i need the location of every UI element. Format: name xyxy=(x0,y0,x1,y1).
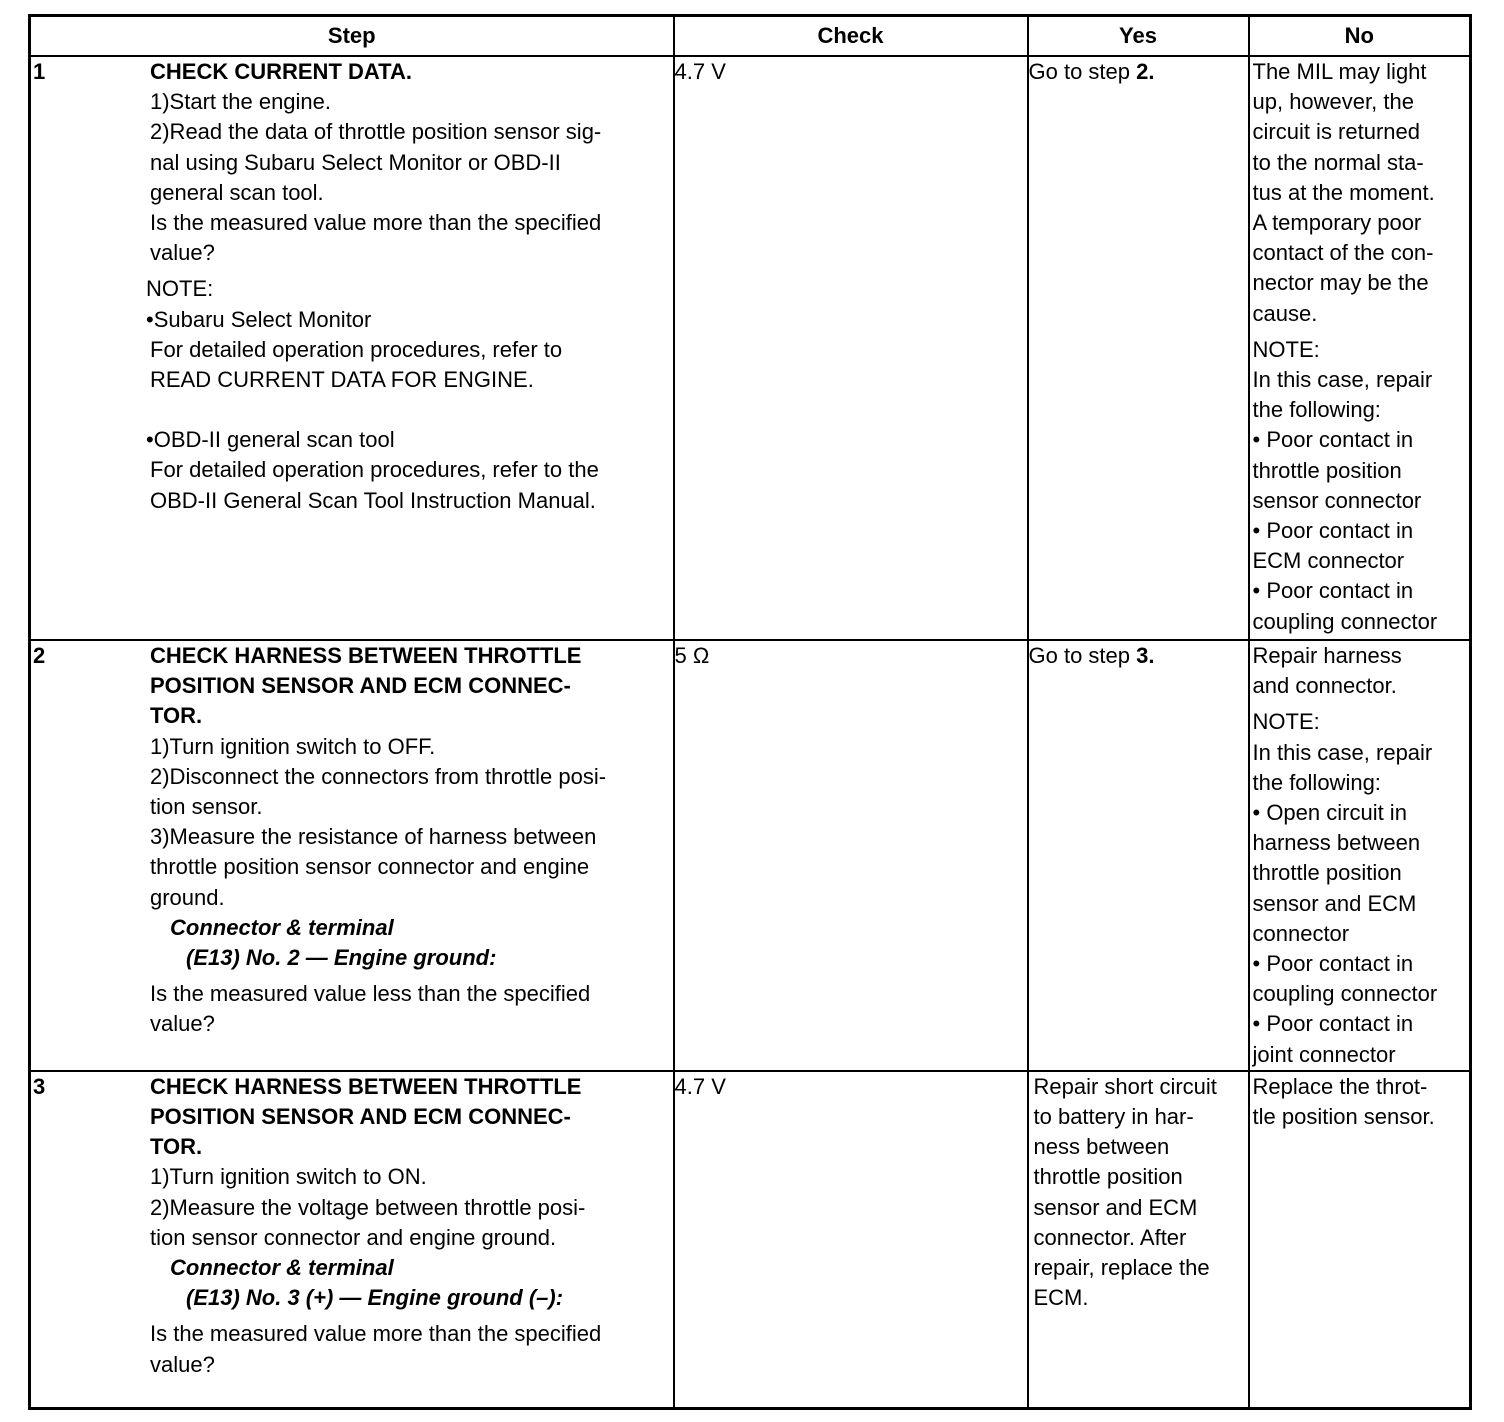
step-line: 2)Disconnect the connectors from throttle posi- xyxy=(150,763,607,789)
no-note-label: NOTE: xyxy=(1252,336,1320,362)
no-note-line: coupling connector xyxy=(1252,981,1438,1007)
no-note-line: the following: xyxy=(1252,769,1381,795)
header-check: Check xyxy=(674,16,1028,57)
no-note-line: ECM connector xyxy=(1252,548,1405,574)
yes-cell xyxy=(1028,640,1249,1071)
step-number: 1 xyxy=(33,59,46,84)
no-note-line: sensor and ECM xyxy=(1252,890,1417,916)
connector-terminal-label: Connector & terminal xyxy=(170,914,394,940)
step-line: 1)Start the engine. xyxy=(150,89,332,115)
step-question: value? xyxy=(150,1351,215,1377)
note-line: •OBD-II general scan tool xyxy=(146,427,395,453)
no-note-line: the following: xyxy=(1252,397,1381,423)
step-cell xyxy=(30,56,674,640)
table-row xyxy=(30,56,1471,640)
yes-line: throttle position xyxy=(1033,1164,1183,1190)
header-step: Step xyxy=(30,16,674,57)
no-line: tle position sensor. xyxy=(1252,1104,1435,1130)
connector-terminal-value: (E13) No. 3 (+) — Engine ground (–): xyxy=(186,1285,564,1311)
no-note-line: harness between xyxy=(1252,830,1421,856)
diagnostic-table xyxy=(28,14,1472,1410)
no-note-line: • Poor contact in xyxy=(1252,951,1414,977)
no-line: A temporary poor xyxy=(1252,210,1422,236)
no-note-line: throttle position xyxy=(1252,457,1402,483)
yes-line: repair, replace the xyxy=(1033,1255,1210,1281)
yes-cell xyxy=(1028,56,1249,640)
note-line: OBD-II General Scan Tool Instruction Manual. xyxy=(150,487,596,513)
no-line: tus at the moment. xyxy=(1252,179,1435,205)
no-note-line: sensor connector xyxy=(1252,487,1422,513)
no-line: Replace the throt- xyxy=(1252,1073,1428,1099)
step-title: CHECK CURRENT DATA. xyxy=(150,59,412,84)
no-cell xyxy=(1249,640,1471,1071)
yes-prefix: Go to step xyxy=(1028,59,1137,84)
step-title-line: CHECK HARNESS BETWEEN THROTTLE xyxy=(150,1073,582,1099)
note-line: For detailed operation procedures, refer to xyxy=(150,336,563,362)
no-line: Repair harness xyxy=(1252,643,1402,668)
step-line: value? xyxy=(150,240,215,266)
check-cell: 5 Ω xyxy=(674,640,1028,1071)
step-line: 1)Turn ignition switch to ON. xyxy=(150,1164,427,1190)
no-cell xyxy=(1249,1071,1471,1409)
yes-line: ness between xyxy=(1033,1134,1170,1160)
no-note-line: • Poor contact in xyxy=(1252,1011,1414,1037)
no-note-line: In this case, repair xyxy=(1252,739,1433,765)
step-line: nal using Subaru Select Monitor or OBD-II xyxy=(150,149,561,175)
yes-line: Repair short circuit xyxy=(1033,1073,1217,1099)
step-line: Is the measured value more than the specified xyxy=(150,210,602,236)
step-title-line: TOR. xyxy=(150,703,203,729)
no-line: and connector. xyxy=(1252,673,1397,699)
step-question: value? xyxy=(150,1011,215,1037)
yes-step-ref: 2. xyxy=(1136,59,1155,84)
yes-line: connector. After xyxy=(1033,1224,1187,1250)
yes-step-ref: 3. xyxy=(1136,643,1155,668)
step-number: 2 xyxy=(33,643,46,668)
step-title-line: POSITION SENSOR AND ECM CONNEC- xyxy=(150,1104,571,1130)
step-question: Is the measured value more than the specified xyxy=(150,1321,602,1347)
no-note-line: • Poor contact in xyxy=(1252,518,1414,544)
check-cell: 4.7 V xyxy=(674,56,1028,640)
no-note-line: • Poor contact in xyxy=(1252,578,1414,604)
step-line: general scan tool. xyxy=(150,179,324,205)
no-line: contact of the con- xyxy=(1252,240,1434,266)
table-row xyxy=(30,640,1471,1071)
step-cell xyxy=(30,640,674,1071)
no-line: The MIL may light xyxy=(1252,59,1427,84)
step-line: 1)Turn ignition switch to OFF. xyxy=(150,733,436,759)
yes-prefix: Go to step xyxy=(1028,643,1137,668)
step-line: tion sensor. xyxy=(150,794,263,820)
no-note-line: throttle position xyxy=(1252,860,1402,886)
step-cell xyxy=(30,1071,674,1409)
no-note-line: • Open circuit in xyxy=(1252,800,1407,826)
header-no: No xyxy=(1249,16,1471,57)
yes-line: to battery in har- xyxy=(1033,1104,1194,1130)
check-cell: 4.7 V xyxy=(674,1071,1028,1409)
step-line: 2)Read the data of throttle position sensor sig- xyxy=(150,119,602,145)
no-note-line: • Poor contact in xyxy=(1252,427,1414,453)
step-line: 2)Measure the voltage between throttle posi- xyxy=(150,1194,586,1220)
connector-terminal-label: Connector & terminal xyxy=(170,1255,394,1281)
yes-cell xyxy=(1028,1071,1249,1409)
note-line: For detailed operation procedures, refer to the xyxy=(150,457,599,483)
yes-line: ECM. xyxy=(1033,1285,1089,1311)
step-title-line: TOR. xyxy=(150,1134,203,1160)
step-line: ground. xyxy=(150,884,225,910)
no-note-line: In this case, repair xyxy=(1252,367,1433,393)
note-line: READ CURRENT DATA FOR ENGINE. xyxy=(150,367,534,393)
connector-terminal-value: (E13) No. 2 — Engine ground: xyxy=(186,945,497,971)
no-note-line: coupling connector xyxy=(1252,608,1438,634)
no-note-line: joint connector xyxy=(1252,1041,1396,1067)
table-header-row xyxy=(30,16,1471,57)
no-cell xyxy=(1249,56,1471,640)
no-line: circuit is returned xyxy=(1252,119,1421,145)
step-line: throttle position sensor connector and engine xyxy=(150,854,590,880)
no-note-line: connector xyxy=(1252,920,1350,946)
step-question: Is the measured value less than the specified xyxy=(150,981,591,1007)
note-line: •Subaru Select Monitor xyxy=(146,306,372,332)
no-line: up, however, the xyxy=(1252,89,1414,115)
step-title-line: CHECK HARNESS BETWEEN THROTTLE xyxy=(150,643,582,668)
step-line: tion sensor connector and engine ground. xyxy=(150,1224,557,1250)
note-label: NOTE: xyxy=(146,276,214,302)
no-line: nector may be the xyxy=(1252,270,1429,296)
table-row xyxy=(30,1071,1471,1409)
yes-line: sensor and ECM xyxy=(1033,1194,1198,1220)
header-yes: Yes xyxy=(1028,16,1249,57)
step-line: 3)Measure the resistance of harness between xyxy=(150,824,597,850)
no-line: to the normal sta- xyxy=(1252,149,1424,175)
step-title-line: POSITION SENSOR AND ECM CONNEC- xyxy=(150,673,571,699)
no-line: cause. xyxy=(1252,300,1318,326)
step-number: 3 xyxy=(33,1073,46,1099)
no-note-label: NOTE: xyxy=(1252,709,1320,735)
